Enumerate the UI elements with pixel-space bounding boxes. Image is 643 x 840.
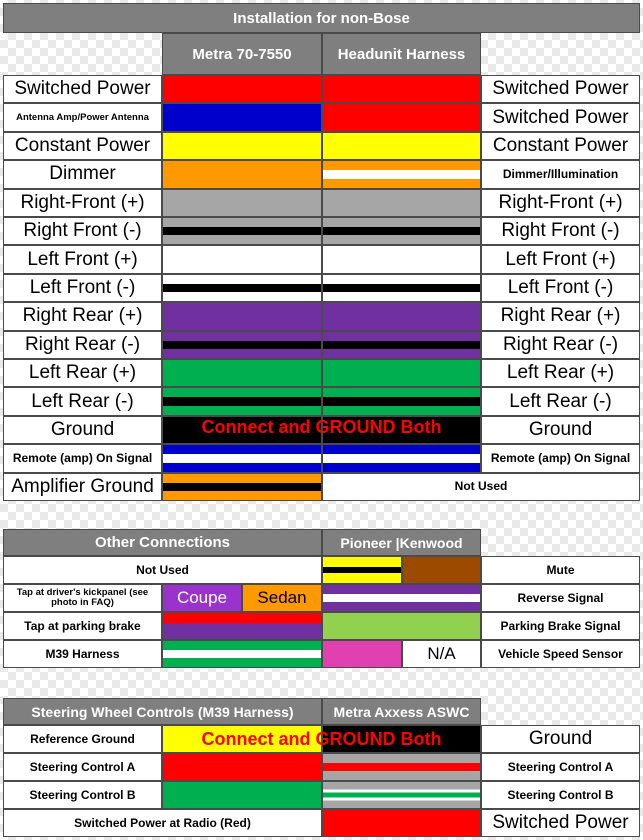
other-right-reverse: Reverse Signal (481, 584, 640, 612)
row-right-switched-power: Switched Power (481, 75, 640, 103)
row-right-right-rear: Right Rear (+) (481, 302, 640, 330)
swc-left-reference-ground: Reference Ground (3, 725, 162, 753)
row-right-ground: Ground (481, 416, 640, 444)
metra-wire-right-rear (162, 302, 322, 330)
swc-right-ground: Ground (481, 725, 640, 753)
headunit-wire-left-rear (322, 387, 481, 415)
sedan-label: Sedan (242, 584, 322, 612)
row-right-dimmer: Dimmer/Illumination (481, 160, 640, 188)
row-right-right-front: Right Front (-) (481, 217, 640, 245)
headunit-wire-left-front (322, 274, 481, 302)
metra-wire-left-front (162, 274, 322, 302)
main-wiring-table (3, 3, 640, 499)
metra-wire-antenna-amp-power-antenna (162, 103, 322, 131)
metra-wire-remote-amp-on-signal (162, 444, 322, 472)
swc-power-wire-red (322, 809, 481, 837)
row-left-switched-power: Switched Power (3, 75, 162, 103)
metra-wire-dimmer (162, 160, 322, 188)
other-right-mute: Mute (481, 556, 640, 584)
headunit-wire-switched-power (322, 75, 481, 103)
parking-wire-lime (322, 612, 481, 640)
metra-wire-left-front (162, 245, 322, 273)
swc-a-wire-red (162, 753, 322, 781)
headunit-wire-right-front (322, 217, 481, 245)
other-left-parking-brake: Tap at parking brake (3, 612, 162, 640)
metra-wire-right-front (162, 217, 322, 245)
col-header-pioneer-kenwood: Pioneer |Kenwood (322, 529, 481, 556)
row-left-right-rear: Right Rear (+) (3, 302, 162, 330)
metra-wire-amplifier-ground (162, 473, 322, 501)
col-header-metra: Metra 70-7550 (162, 33, 322, 75)
metra-wire-left-rear (162, 387, 322, 415)
row-left-right-rear: Right Rear (-) (3, 331, 162, 359)
steering-controls-table (3, 698, 640, 838)
row-left-left-front: Left Front (+) (3, 245, 162, 273)
row-left-constant-power: Constant Power (3, 132, 162, 160)
metra-wire-ground (162, 416, 322, 444)
row-right-left-front: Left Front (+) (481, 245, 640, 273)
row-left-right-front: Right Front (-) (3, 217, 162, 245)
mute-wire-yellow-black (322, 556, 402, 584)
row-right-right-front: Right-Front (+) (481, 189, 640, 217)
swc-b-wire-gray-green (322, 781, 481, 809)
main-table-title: Installation for non-Bose (3, 3, 640, 33)
reverse-wire-violet-white (322, 584, 481, 612)
other-left-not-used: Not Used (3, 556, 322, 584)
row-right-constant-power: Constant Power (481, 132, 640, 160)
headunit-wire-right-front (322, 189, 481, 217)
col-header-headunit: Headunit Harness (322, 33, 481, 75)
row-left-ground: Ground (3, 416, 162, 444)
headunit-not-used: Not Used (322, 473, 640, 501)
headunit-wire-ground (322, 416, 481, 444)
swc-a-wire-gray-red (322, 753, 481, 781)
row-left-antenna-amp-power-antenna: Antenna Amp/Power Antenna (3, 103, 162, 131)
swc-left-control-b: Steering Control B (3, 781, 162, 809)
row-left-dimmer: Dimmer (3, 160, 162, 188)
headunit-wire-dimmer (322, 160, 481, 188)
other-table-title: Other Connections (3, 529, 322, 556)
headunit-wire-antenna-amp-power-antenna (322, 103, 481, 131)
row-right-right-rear: Right Rear (-) (481, 331, 640, 359)
headunit-wire-left-front (322, 245, 481, 273)
row-right-left-front: Left Front (-) (481, 274, 640, 302)
parking-wire-red-violet (162, 612, 322, 640)
metra-wire-right-front (162, 189, 322, 217)
headunit-wire-right-rear (322, 331, 481, 359)
metra-wire-right-rear (162, 331, 322, 359)
ground-connect-note: Connect and GROUND Both (201, 417, 442, 437)
other-left-m39: M39 Harness (3, 640, 162, 668)
metra-wire-switched-power (162, 75, 322, 103)
row-left-left-front: Left Front (-) (3, 274, 162, 302)
metra-wire-constant-power (162, 132, 322, 160)
other-left-kickpanel: Tap at driver's kickpanel (see photo in FAQ) (3, 584, 162, 612)
swc-ground-wire-yellow (162, 725, 322, 753)
row-right-left-rear: Left Rear (-) (481, 387, 640, 415)
row-left-remote-amp-on-signal: Remote (amp) On Signal (3, 444, 162, 472)
headunit-wire-left-rear (322, 359, 481, 387)
swc-right-control-b: Steering Control B (481, 781, 640, 809)
col-header-axxess: Metra Axxess ASWC (322, 698, 481, 725)
mute-wire-brown (402, 556, 481, 584)
swc-right-control-a: Steering Control A (481, 753, 640, 781)
headunit-wire-constant-power (322, 132, 481, 160)
row-left-left-rear: Left Rear (+) (3, 359, 162, 387)
swc-left-control-a: Steering Control A (3, 753, 162, 781)
vss-na-label: N/A (402, 640, 481, 668)
vss-wire-pink (322, 640, 402, 668)
row-right-antenna-amp-power-antenna: Switched Power (481, 103, 640, 131)
other-right-vss: Vehicle Speed Sensor (481, 640, 640, 668)
row-right-left-rear: Left Rear (+) (481, 359, 640, 387)
row-left-right-front: Right-Front (+) (3, 189, 162, 217)
swc-right-switched-power: Switched Power (481, 809, 640, 837)
swc-ground-wire-black (322, 725, 481, 753)
swc-b-wire-green (162, 781, 322, 809)
swc-left-switched-power: Switched Power at Radio (Red) (3, 809, 322, 837)
row-left-left-rear: Left Rear (-) (3, 387, 162, 415)
metra-wire-left-rear (162, 359, 322, 387)
vss-wire-green-white (162, 640, 322, 668)
coupe-label: Coupe (162, 584, 242, 612)
other-connections-table (3, 529, 640, 669)
swc-connect-note: Connect and GROUND Both (201, 728, 442, 749)
headunit-wire-remote-amp-on-signal (322, 444, 481, 472)
headunit-wire-right-rear (322, 302, 481, 330)
row-right-remote-amp-on-signal: Remote (amp) On Signal (481, 444, 640, 472)
row-left-amplifier-ground: Amplifier Ground (3, 473, 162, 501)
other-right-parking-brake: Parking Brake Signal (481, 612, 640, 640)
swc-table-title: Steering Wheel Controls (M39 Harness) (3, 698, 322, 725)
